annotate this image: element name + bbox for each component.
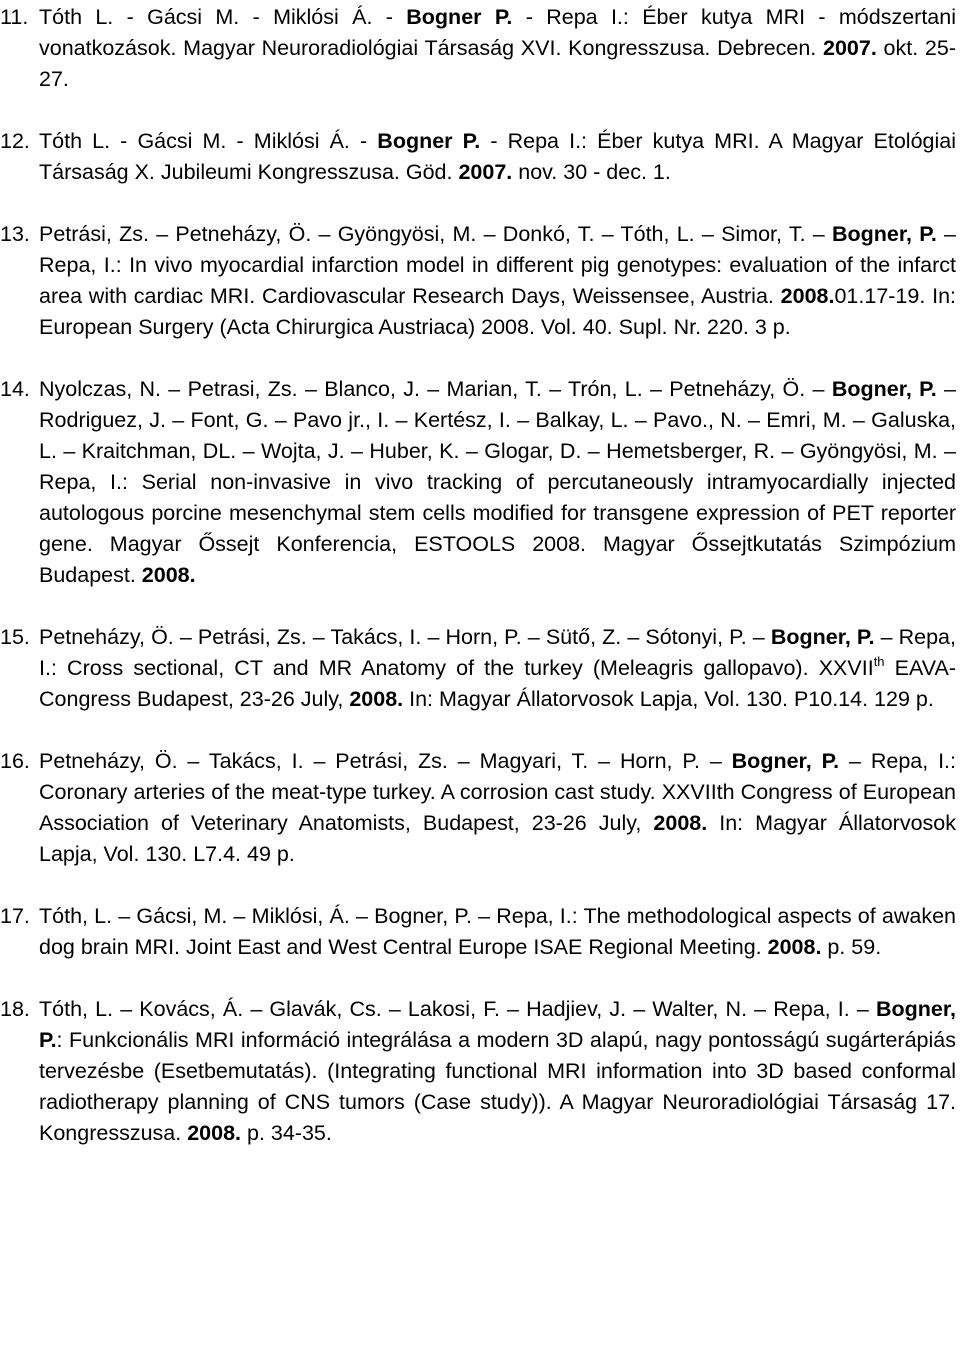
year-highlight: 2007. xyxy=(458,160,513,184)
citation-text: nov. 30 - dec. 1. xyxy=(512,160,671,184)
citation-text: In: Magyar Állatorvosok Lapja, Vol. 130. L7.4. 49 p. xyxy=(39,811,956,866)
citation-text: – Repa, I.: Coronary arteries of the meat-type turkey. A corrosion cast study. XXVIIth Congress of European Association of Veterinary Anatomists, Budapest, 23-26 July, xyxy=(39,749,956,835)
citation-text: Petrási, Zs. – Petneházy, Ö. – Gyöngyösi, M. – Donkó, T. – Tóth, L. – Simor, T. – xyxy=(39,222,832,246)
year-highlight: 2008. xyxy=(187,1121,242,1145)
entry-number: 11. xyxy=(0,5,29,29)
year-highlight: 2008. xyxy=(349,687,404,711)
citation-text: In: Magyar Állatorvosok Lapja, Vol. 130. P10.14. 129 p. xyxy=(403,687,934,711)
publication-entry xyxy=(0,126,960,188)
citation-text: p. 34-35. xyxy=(241,1121,332,1145)
publication-entry xyxy=(0,901,960,963)
publication-entry xyxy=(0,622,960,715)
year-highlight: 2008. xyxy=(141,563,196,587)
citation-text: Tóth, L. – Gácsi, M. – Miklósi, Á. – Bogner, P. – Repa, I.: The methodological aspects of awaken dog brain MRI. Joint East and West Central Europe ISAE Regional Meeting. xyxy=(39,904,956,959)
entry-number: 13. xyxy=(0,222,30,246)
year-highlight: 2007. xyxy=(823,36,877,60)
citation-text: - Repa I.: Éber kutya MRI - módszertani vonatkozások. Magyar Neuroradiológiai Társaság XVI. Kongresszusa. Debrecen. xyxy=(39,5,956,60)
citation-text: Nyolczas, N. – Petrasi, Zs. – Blanco, J. – Marian, T. – Trón, L. – Petneházy, Ö. – xyxy=(39,377,832,401)
author-highlight: Bogner P. xyxy=(406,5,513,29)
citation-text: p. 59. xyxy=(821,935,882,959)
entry-number: 18. xyxy=(0,997,30,1021)
entry-number: 16. xyxy=(0,749,30,773)
citation-text: Petneházy, Ö. – Petrási, Zs. – Takács, I. – Horn, P. – Sütő, Z. – Sótonyi, P. – xyxy=(39,625,771,649)
author-highlight: Bogner, P. xyxy=(39,997,956,1052)
citation-text: okt. 25-27. xyxy=(39,36,956,91)
citation-text: : Funkcionális MRI információ integrálása a modern 3D alapú, nagy pontosságú sugárterápiás tervezésbe (Esetbemutatás). (Integrating functional MRI information into 3D based conformal radiotherapy planning of CNS tumors (Case study)). A Magyar Neuroradiológiai Társaság 17. Kongresszusa. xyxy=(39,1028,956,1145)
publication-entry xyxy=(0,374,960,591)
citation-text: 01.17-19. In: European Surgery (Acta Chirurgica Austriaca) 2008. Vol. 40. Supl. Nr. 220. 3 p. xyxy=(39,284,956,339)
ordinal-superscript: th xyxy=(873,654,885,669)
publication-entry xyxy=(0,746,960,870)
author-highlight: Bogner, P. xyxy=(831,377,937,401)
citation-text: Tóth, L. – Kovács, Á. – Glavák, Cs. – Lakosi, F. – Hadjiev, J. – Walter, N. – Repa, I. – xyxy=(39,997,876,1021)
entry-number: 15. xyxy=(0,625,30,649)
author-highlight: Bogner, P. xyxy=(770,625,875,649)
citation-text: – Repa, I.: Cross sectional, CT and MR Anatomy of the turkey (Meleagris gallopavo). XXVII xyxy=(39,625,956,680)
citation-text: – Repa, I.: In vivo myocardial infarction model in different pig genotypes: evaluation of the infarct area with cardiac MRI. Cardiovascular Research Days, Weissensee, Austria. xyxy=(39,222,956,308)
entry-number: 12. xyxy=(0,129,30,153)
year-highlight: 2008. xyxy=(780,284,835,308)
citation-text: Tóth L. - Gácsi M. - Miklósi Á. - xyxy=(39,5,407,29)
publication-entry xyxy=(0,2,960,95)
citation-text: Tóth L. - Gácsi M. - Miklósi Á. - xyxy=(39,129,378,153)
author-highlight: Bogner, P. xyxy=(731,749,840,773)
citation-text: EAVA-Congress Budapest, 23-26 July, xyxy=(39,656,957,711)
publication-entry xyxy=(0,994,960,1149)
entry-number: 17. xyxy=(0,904,30,928)
entry-number: 14. xyxy=(0,377,30,401)
year-highlight: 2008. xyxy=(767,935,822,959)
author-highlight: Bogner P. xyxy=(377,129,481,153)
year-highlight: 2008. xyxy=(653,811,708,835)
citation-text: Petneházy, Ö. – Takács, I. – Petrási, Zs. – Magyari, T. – Horn, P. – xyxy=(39,749,732,773)
citation-text: – Rodriguez, J. – Font, G. – Pavo jr., I. – Kertész, I. – Balkay, L. – Pavo., N. – Emri, M. – Galuska, L. – Kraitchman, DL. – Wojta, J. – Huber, K. – Glogar, D. – Hemetsberger, R. – Gyöngyösi, M. – Repa, I.: Serial non-invasive in vivo tracking of percutaneously intramyocardially injected autologous porcine mesenchymal stem cells modified for transgene expression of PET reporter gene. Magyar Őssejt Konferencia, ESTOOLS 2008. Magyar Őssejtkutatás Szimpózium Budapest. xyxy=(39,377,956,587)
citation-text: - Repa I.: Éber kutya MRI. A Magyar Etológiai Társaság X. Jubileumi Kongresszusa. Göd. xyxy=(39,129,957,184)
publication-entry xyxy=(0,219,960,343)
author-highlight: Bogner, P. xyxy=(831,222,937,246)
